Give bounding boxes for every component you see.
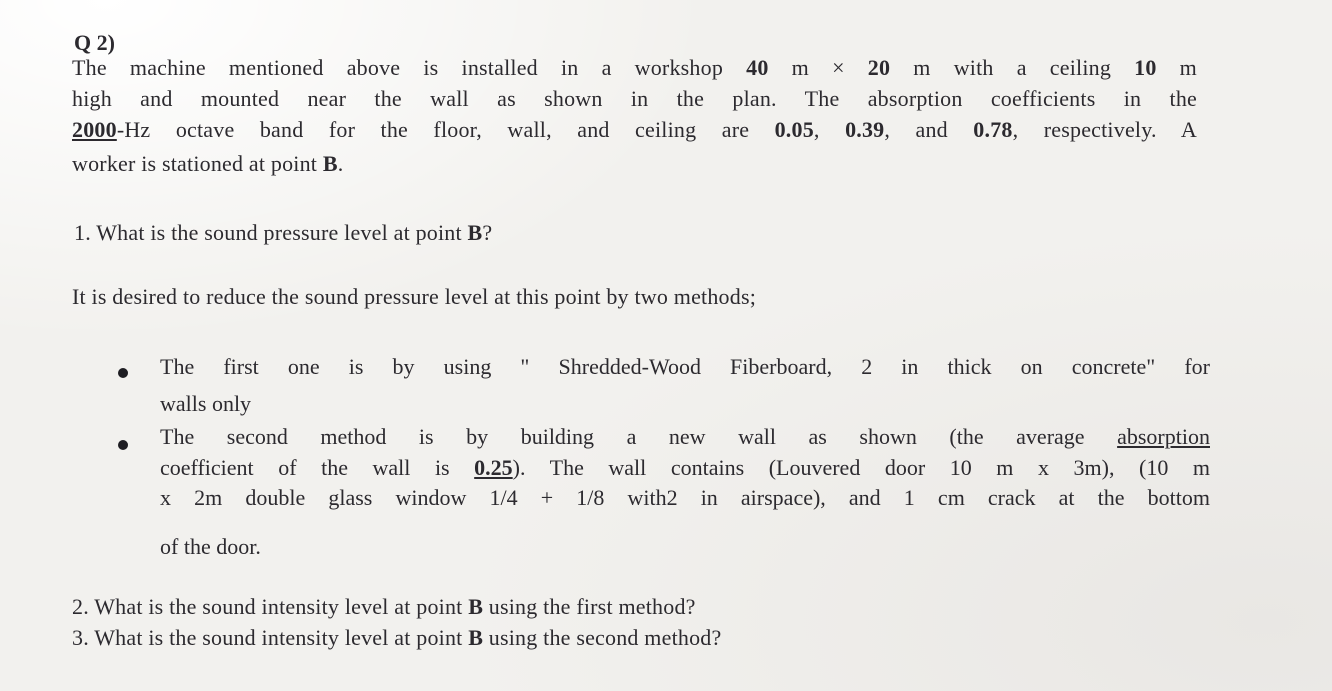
point-label: B — [322, 151, 338, 176]
floor-coefficient: 0.05 — [774, 117, 814, 142]
bullet-2-line-2 — [160, 455, 1210, 481]
question-text: 2. What is the sound intensity level at point — [72, 594, 469, 619]
point-label: B — [468, 594, 484, 619]
bullet-2-line-4: of the door. — [160, 534, 261, 559]
question-3 — [72, 625, 721, 651]
bullet-text: ). The wall contains (Louvered door 10 m x 3m), (10 m — [512, 455, 1211, 480]
times-symbol: × — [832, 55, 845, 80]
frequency-value: 2000 — [72, 117, 117, 142]
question-2 — [72, 594, 696, 620]
bullet-1-line-2: walls only — [160, 391, 252, 416]
intro-text: m with a ceiling — [890, 55, 1135, 80]
intro-line-1 — [72, 55, 1197, 81]
intro-text: . — [337, 151, 344, 176]
bullet-1-line-1: The first one is by using " Shredded-Wood Fiberboard, 2 in thick on concrete" for — [160, 354, 1210, 379]
bullet-2-line-1 — [160, 424, 1210, 450]
question-text: using the second method? — [483, 625, 722, 650]
separator-text: , — [813, 117, 846, 142]
unit-text: m — [768, 55, 833, 80]
intro-text: worker is stationed at point — [72, 151, 323, 176]
question-text: using the first method? — [483, 594, 696, 619]
height-value: 10 — [1134, 55, 1157, 80]
intro-text: The machine mentioned above is installed in a workshop — [72, 55, 747, 80]
bullet-2-line-3: x 2m double glass window 1/4 + 1/8 with2 in airspace), and 1 cm crack at the bottom — [160, 485, 1210, 510]
intro-text: -Hz octave band for the floor, wall, and ceiling are — [116, 117, 775, 142]
bullet-icon — [118, 440, 128, 450]
point-label: B — [467, 220, 483, 245]
question-1 — [74, 220, 492, 246]
length-value: 40 — [746, 55, 769, 80]
wall-coefficient: 0.39 — [845, 117, 885, 142]
ceiling-coefficient: 0.78 — [973, 117, 1013, 142]
width-value: 20 — [844, 55, 891, 80]
intro-line-3 — [72, 117, 1197, 143]
question-text: ? — [482, 220, 493, 245]
bullet-icon — [118, 368, 128, 378]
question-text: 3. What is the sound intensity level at point — [72, 625, 469, 650]
bullet-text: absorption — [1117, 424, 1210, 449]
bullet-text: coefficient of the wall is — [160, 455, 475, 480]
question-text: 1. What is the sound pressure level at point — [74, 220, 468, 245]
separator-text: , and — [884, 117, 974, 142]
intro-line-2: high and mounted near the wall as shown in the plan. The absorption coefficients in the — [72, 86, 1197, 111]
unit-text: m — [1156, 55, 1197, 80]
intro-line-4 — [72, 151, 343, 177]
question-heading: Q 2) — [74, 30, 115, 55]
methods-intro: It is desired to reduce the sound pressure level at this point by two methods; — [72, 284, 757, 309]
intro-text: , respectively. A — [1012, 117, 1197, 142]
point-label: B — [468, 625, 484, 650]
wall-absorption-value: 0.25 — [474, 455, 513, 480]
bullet-text: The second method is by building a new wall as shown (the average — [160, 424, 1118, 449]
